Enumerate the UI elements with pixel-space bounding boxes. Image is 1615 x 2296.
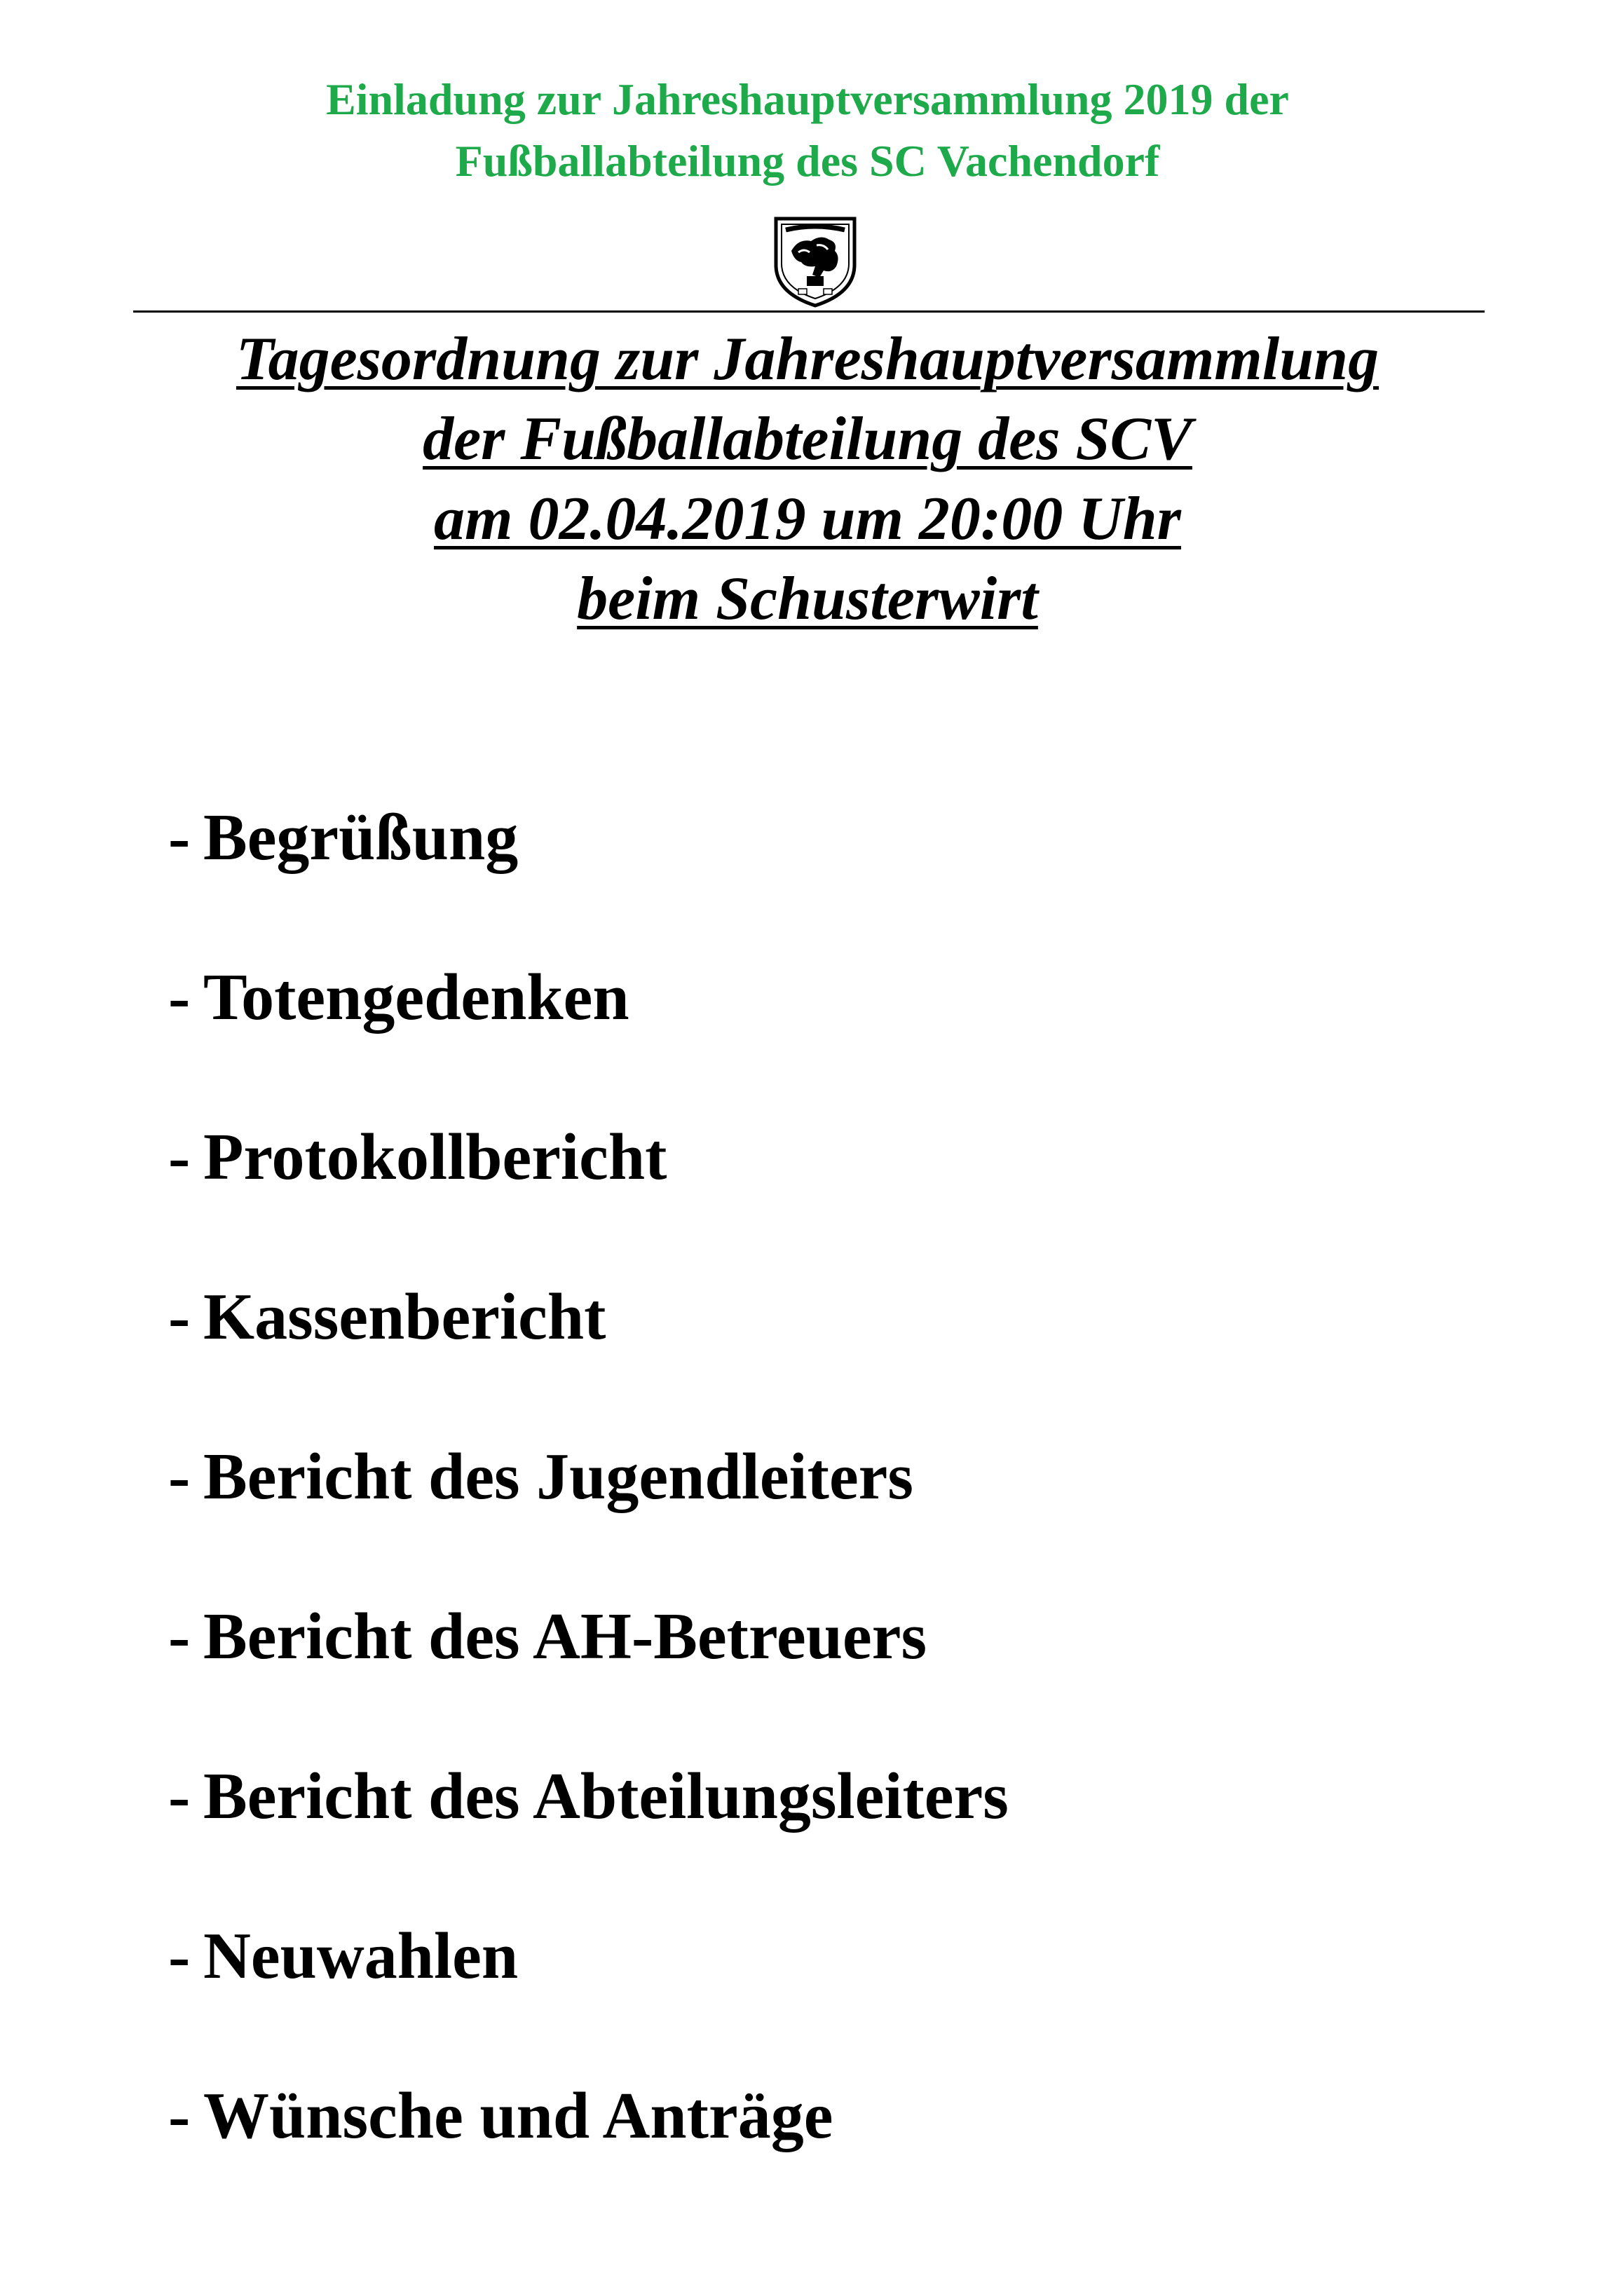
bullet-dash: - xyxy=(168,1280,191,1353)
header-divider xyxy=(133,310,1485,313)
agenda-title-line-1: Tagesordnung zur Jahreshauptversammlung xyxy=(236,325,1379,393)
bullet-dash: - xyxy=(168,1760,191,1833)
agenda-item xyxy=(168,1278,606,1355)
invitation-line-1: Einladung zur Jahreshauptversammlung 2019 der xyxy=(326,74,1289,124)
bullet-dash: - xyxy=(168,1600,191,1673)
bullet-dash: - xyxy=(168,801,191,874)
agenda-item xyxy=(168,1119,667,1196)
agenda-item-label: Bericht des Abteilungsleiters xyxy=(203,1760,1009,1833)
agenda-item xyxy=(168,1438,913,1515)
bullet-dash: - xyxy=(168,1440,191,1513)
bullet-dash: - xyxy=(168,1920,191,1993)
agenda-item-label: Bericht des Jugendleiters xyxy=(203,1440,913,1513)
agenda-item-label: Bericht des AH-Betreuers xyxy=(203,1600,927,1673)
agenda-item-label: Wünsche und Anträge xyxy=(203,2079,833,2152)
invitation-line-2: Fußballabteilung des SC Vachendorf xyxy=(455,136,1160,186)
agenda-item xyxy=(168,2077,833,2154)
agenda-item-label: Protokollbericht xyxy=(203,1121,667,1194)
agenda-item-label: Begrüßung xyxy=(203,801,519,874)
agenda-item-label: Kassenbericht xyxy=(203,1280,606,1353)
bullet-dash: - xyxy=(168,961,191,1034)
agenda-title-line-4: beim Schusterwirt xyxy=(577,565,1038,633)
agenda-item xyxy=(168,799,518,876)
bullet-dash: - xyxy=(168,1121,191,1194)
agenda-item xyxy=(168,1758,1009,1835)
bullet-dash: - xyxy=(168,2079,191,2152)
agenda-item xyxy=(168,1598,927,1675)
agenda-item xyxy=(168,1918,518,1995)
club-crest-icon xyxy=(770,210,860,308)
agenda-item-label: Totengedenken xyxy=(203,961,629,1034)
agenda-item xyxy=(168,959,629,1036)
agenda-item-label: Neuwahlen xyxy=(203,1920,519,1993)
agenda-title-line-3: am 02.04.2019 um 20:00 Uhr xyxy=(434,485,1181,553)
agenda-title-line-2: der Fußballabteilung des SCV xyxy=(423,405,1192,473)
